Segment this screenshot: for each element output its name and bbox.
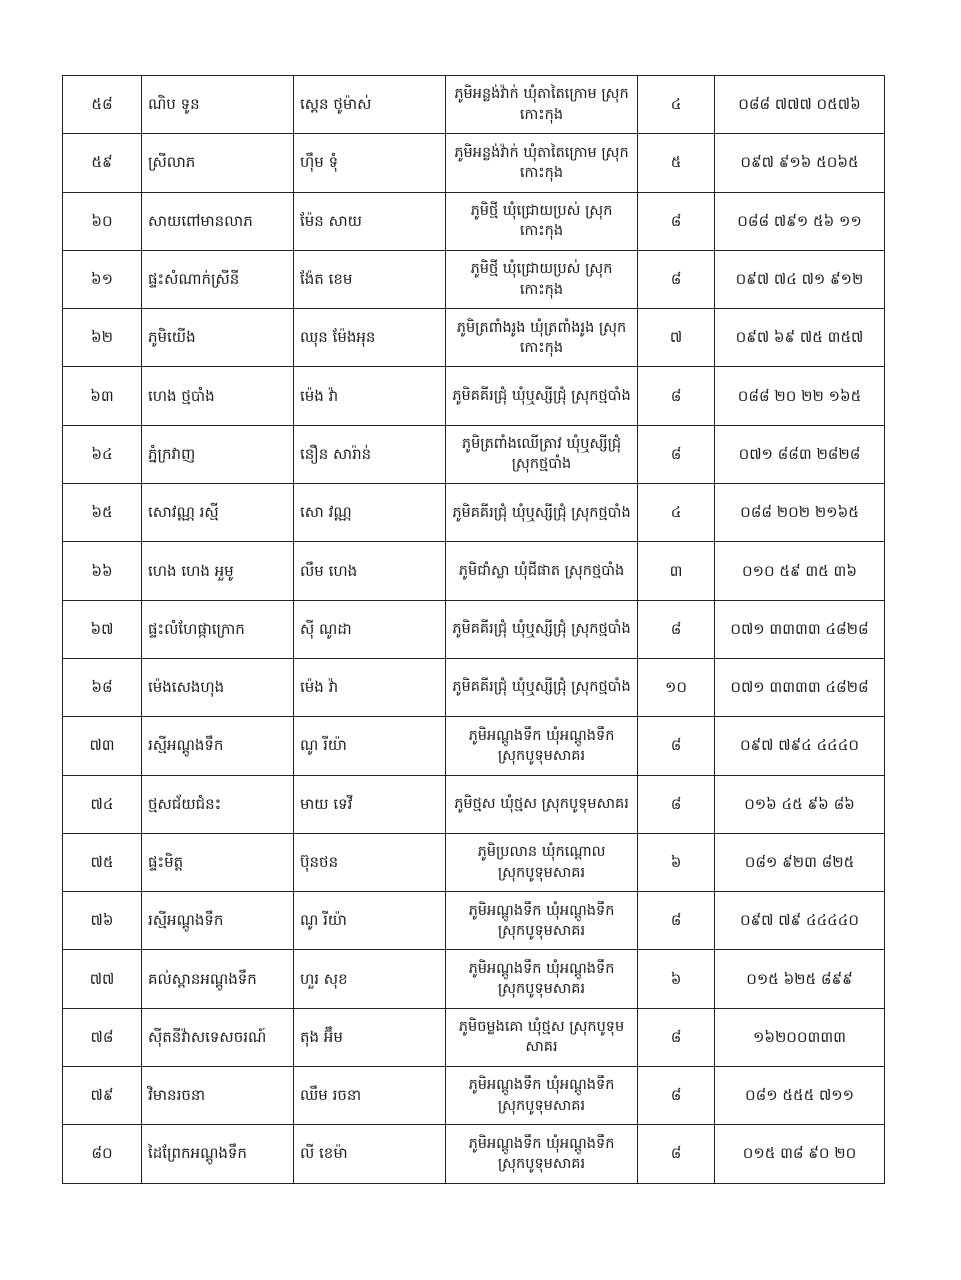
guesthouse-name-cell: ម៉េងសេងហុង: [142, 658, 294, 716]
row-number-cell: ៦៥: [63, 484, 142, 542]
address-cell: ភូមិចម្លងគោ ឃុំថ្មស ស្រុកបូទុមសាគរ: [446, 1008, 638, 1066]
phone-number-cell: ០៨៨ ២០ ២២ ១៦៥: [715, 367, 885, 425]
guesthouse-name-cell: រស្មីអណ្តូងទឹក: [142, 892, 294, 950]
room-count-cell: ៨: [638, 1008, 715, 1066]
guesthouse-name-cell: ផ្ទះមិត្ត: [142, 833, 294, 891]
row-number-cell: ៦០: [63, 192, 142, 250]
guesthouse-name-cell: សោវណ្ណ រស្មី: [142, 484, 294, 542]
guesthouse-name-cell: ផ្ទះលំហែផ្កាក្រោក: [142, 600, 294, 658]
owner-name-cell: ម៉េង វ៉ា: [294, 658, 446, 716]
owner-name-cell: ស៊ី ណូដា: [294, 600, 446, 658]
address-cell: ភូមិប្រលាន ឃុំកណ្តោល ស្រុកបូទុមសាគរ: [446, 833, 638, 891]
table-row: [63, 425, 885, 483]
row-number-cell: ៦២: [63, 309, 142, 367]
phone-number-cell: ០៩៧ ៩១៦ ៥០៦៥: [715, 134, 885, 192]
address-cell: ភូមិអណ្តូងទឹក ឃុំអណ្តូងទឹក ស្រុកបូទុមសាគរ: [446, 950, 638, 1008]
table-body: [63, 76, 885, 1184]
row-number-cell: ៦១: [63, 250, 142, 308]
guesthouse-name-cell: ភ្នំក្រវាញ: [142, 425, 294, 483]
address-cell: ភូមិអន្លង់វ៉ាក់ ឃុំតាតៃក្រោម ស្រុកកោះកុង: [446, 76, 638, 134]
room-count-cell: ៣: [638, 542, 715, 600]
owner-name-cell: លី ខេម៉ា: [294, 1125, 446, 1183]
row-number-cell: ៧៨: [63, 1008, 142, 1066]
phone-number-cell: ០៩៧ ៧៩ ៤៤៤៤០: [715, 892, 885, 950]
guesthouse-name-cell: ណិប ទូន: [142, 76, 294, 134]
row-number-cell: ៧៥: [63, 833, 142, 891]
row-number-cell: ៥៩: [63, 134, 142, 192]
guesthouse-name-cell: វិមានរចនា: [142, 1067, 294, 1125]
table-row: [63, 76, 885, 134]
owner-name-cell: ឈុន ម៉ែងអុន: [294, 309, 446, 367]
address-cell: ភូមិថ្មី ឃុំជ្រោយប្រស់ ស្រុកកោះកុង: [446, 192, 638, 250]
owner-name-cell: ណូ រីយ៉ា: [294, 892, 446, 950]
row-number-cell: ៦៣: [63, 367, 142, 425]
phone-number-cell: ០១០ ៥៩ ៣៥ ៣៦: [715, 542, 885, 600]
room-count-cell: ៨: [638, 892, 715, 950]
room-count-cell: ៨: [638, 192, 715, 250]
row-number-cell: ៨០: [63, 1125, 142, 1183]
owner-name-cell: ម៉ែន សាយ: [294, 192, 446, 250]
row-number-cell: ៥៨: [63, 76, 142, 134]
guesthouse-name-cell: សាយពៅមានលាភ: [142, 192, 294, 250]
guesthouse-name-cell: ដៃព្រែកអណ្តូងទឹក: [142, 1125, 294, 1183]
owner-name-cell: លឹម ហេង: [294, 542, 446, 600]
guesthouse-name-cell: ស្រីលាភ: [142, 134, 294, 192]
address-cell: ភូមិត្រពាំងរូង ឃុំត្រពាំងរូង ស្រុកកោះកុង: [446, 309, 638, 367]
owner-name-cell: ម៉េង វ៉ា: [294, 367, 446, 425]
phone-number-cell: ០១៥ ៣៨ ៩០ ២០: [715, 1125, 885, 1183]
room-count-cell: ៦: [638, 950, 715, 1008]
row-number-cell: ៧៦: [63, 892, 142, 950]
phone-number-cell: ០៧១ ៣៣៣៣ ៤៨២៨: [715, 658, 885, 716]
address-cell: ភូមិជាំស្លា ឃុំជីផាត ស្រុកថ្មបាំង: [446, 542, 638, 600]
phone-number-cell: ០៩៧ ៦៩ ៧៥ ៣៥៧: [715, 309, 885, 367]
phone-number-cell: ០៨៨ ៧៩១ ៥៦ ១១: [715, 192, 885, 250]
phone-number-cell: ០៨៨ ២០២ ២១៦៥: [715, 484, 885, 542]
room-count-cell: ៤: [638, 484, 715, 542]
table-row: [63, 1008, 885, 1066]
row-number-cell: ៧៣: [63, 717, 142, 775]
table-row: [63, 1125, 885, 1183]
row-number-cell: ៧៧: [63, 950, 142, 1008]
owner-name-cell: ឈឹម រចនា: [294, 1067, 446, 1125]
phone-number-cell: ០៧១ ៣៣៣៣ ៤៨២៨: [715, 600, 885, 658]
room-count-cell: ៦: [638, 833, 715, 891]
address-cell: ភូមិអន្លង់វ៉ាក់ ឃុំតាតៃក្រោម ស្រុកកោះកុង: [446, 134, 638, 192]
guesthouse-name-cell: ស៊ីតនីវ៉ាសទេសចរណ៍: [142, 1008, 294, 1066]
table-row: [63, 1067, 885, 1125]
address-cell: ភូមិគគីរជ្រុំ ឃុំឬស្សីជ្រុំ ស្រុកថ្មបាំង: [446, 484, 638, 542]
address-cell: ភូមិគគីរជ្រុំ ឃុំឬស្សីជ្រុំ ស្រុកថ្មបាំង: [446, 367, 638, 425]
table-row: [63, 250, 885, 308]
phone-number-cell: ០៨១ ៩២៣ ៨២៥: [715, 833, 885, 891]
phone-number-cell: ០៩៧ ៧៤ ៧១ ៩១២: [715, 250, 885, 308]
room-count-cell: ៥: [638, 134, 715, 192]
room-count-cell: ៧: [638, 309, 715, 367]
phone-number-cell: ០៧១ ៨៨៣ ២៨២៨: [715, 425, 885, 483]
phone-number-cell: ០១៦ ៤៥ ៩៦ ៨៦: [715, 775, 885, 833]
phone-number-cell: ១៦២០០៣៣៣: [715, 1008, 885, 1066]
address-cell: ភូមិអណ្តូងទឹក ឃុំអណ្តូងទឹក ស្រុកបូទុមសាគរ: [446, 717, 638, 775]
address-cell: ភូមិអណ្តូងទឹក ឃុំអណ្តូងទឹក ស្រុកបូទុមសាគរ: [446, 1125, 638, 1183]
owner-name-cell: ហួរ សុខ: [294, 950, 446, 1008]
table-row: [63, 484, 885, 542]
table-row: [63, 892, 885, 950]
guesthouse-name-cell: គល់ស្ពានអណ្តូងទឹក: [142, 950, 294, 1008]
row-number-cell: ៦៧: [63, 600, 142, 658]
table-row: [63, 717, 885, 775]
table-row: [63, 950, 885, 1008]
table-row: [63, 367, 885, 425]
row-number-cell: ៦៦: [63, 542, 142, 600]
table-row: [63, 134, 885, 192]
room-count-cell: ៨: [638, 367, 715, 425]
owner-name-cell: ប៊ុនថន: [294, 833, 446, 891]
row-number-cell: ៦៨: [63, 658, 142, 716]
row-number-cell: ៧៤: [63, 775, 142, 833]
room-count-cell: ៨: [638, 425, 715, 483]
owner-name-cell: ណូ រីយ៉ា: [294, 717, 446, 775]
room-count-cell: ៨: [638, 250, 715, 308]
table-row: [63, 192, 885, 250]
row-number-cell: ៧៩: [63, 1067, 142, 1125]
guesthouse-name-cell: ថ្មសជ័យជំនះ: [142, 775, 294, 833]
room-count-cell: ៤: [638, 76, 715, 134]
guesthouse-table: [62, 75, 885, 1184]
room-count-cell: ១០: [638, 658, 715, 716]
table-row: [63, 600, 885, 658]
phone-number-cell: ០៩៧ ៧៩៤ ៤៤៤០: [715, 717, 885, 775]
address-cell: ភូមិអណ្តូងទឹក ឃុំអណ្តូងទឹក ស្រុកបូទុមសាគរ: [446, 892, 638, 950]
table-row: [63, 833, 885, 891]
guesthouse-name-cell: ហេង ហេង អួមូ: [142, 542, 294, 600]
guesthouse-table-page: [62, 75, 884, 1184]
room-count-cell: ៨: [638, 775, 715, 833]
owner-name-cell: ស្តេន ថូម៉ាស់: [294, 76, 446, 134]
table-row: [63, 775, 885, 833]
owner-name-cell: នឿន សារ៉ាន់: [294, 425, 446, 483]
table-row: [63, 309, 885, 367]
room-count-cell: ៨: [638, 600, 715, 658]
guesthouse-name-cell: រស្មីអណ្តូងទឹក: [142, 717, 294, 775]
room-count-cell: ៨: [638, 1125, 715, 1183]
room-count-cell: ៨: [638, 1067, 715, 1125]
phone-number-cell: ០៨៨ ៧៧៧ ០៥៧៦: [715, 76, 885, 134]
guesthouse-name-cell: ភូមិយើង: [142, 309, 294, 367]
address-cell: ភូមិគគីរជ្រុំ ឃុំឬស្សីជ្រុំ ស្រុកថ្មបាំង: [446, 658, 638, 716]
row-number-cell: ៦៤: [63, 425, 142, 483]
owner-name-cell: មាយ ទេវី: [294, 775, 446, 833]
owner-name-cell: សោ វណ្ណ: [294, 484, 446, 542]
address-cell: ភូមិគគីរជ្រុំ ឃុំឬស្សីជ្រុំ ស្រុកថ្មបាំង: [446, 600, 638, 658]
room-count-cell: ៨: [638, 717, 715, 775]
address-cell: ភូមិថ្មស ឃុំថ្មស ស្រុកបូទុមសាគរ: [446, 775, 638, 833]
address-cell: ភូមិថ្មី ឃុំជ្រោយប្រស់ ស្រុកកោះកុង: [446, 250, 638, 308]
guesthouse-name-cell: ហេង ថ្មបាំង: [142, 367, 294, 425]
phone-number-cell: ០៨១ ៥៥៥ ៧១១: [715, 1067, 885, 1125]
owner-name-cell: ង៉ែត ខេម: [294, 250, 446, 308]
table-row: [63, 658, 885, 716]
owner-name-cell: តុង អ៊ឹម: [294, 1008, 446, 1066]
phone-number-cell: ០១៥ ៦២៥ ៨៩៩: [715, 950, 885, 1008]
owner-name-cell: ហ៊ឹម ទុំ: [294, 134, 446, 192]
table-row: [63, 542, 885, 600]
address-cell: ភូមិអណ្តូងទឹក ឃុំអណ្តូងទឹក ស្រុកបូទុមសាគរ: [446, 1067, 638, 1125]
guesthouse-name-cell: ផ្ទះសំណាក់ស្រីនី: [142, 250, 294, 308]
address-cell: ភូមិត្រពាំងឈើត្រាវ ឃុំឬស្សីជ្រុំ ស្រុកថ្មបាំង: [446, 425, 638, 483]
